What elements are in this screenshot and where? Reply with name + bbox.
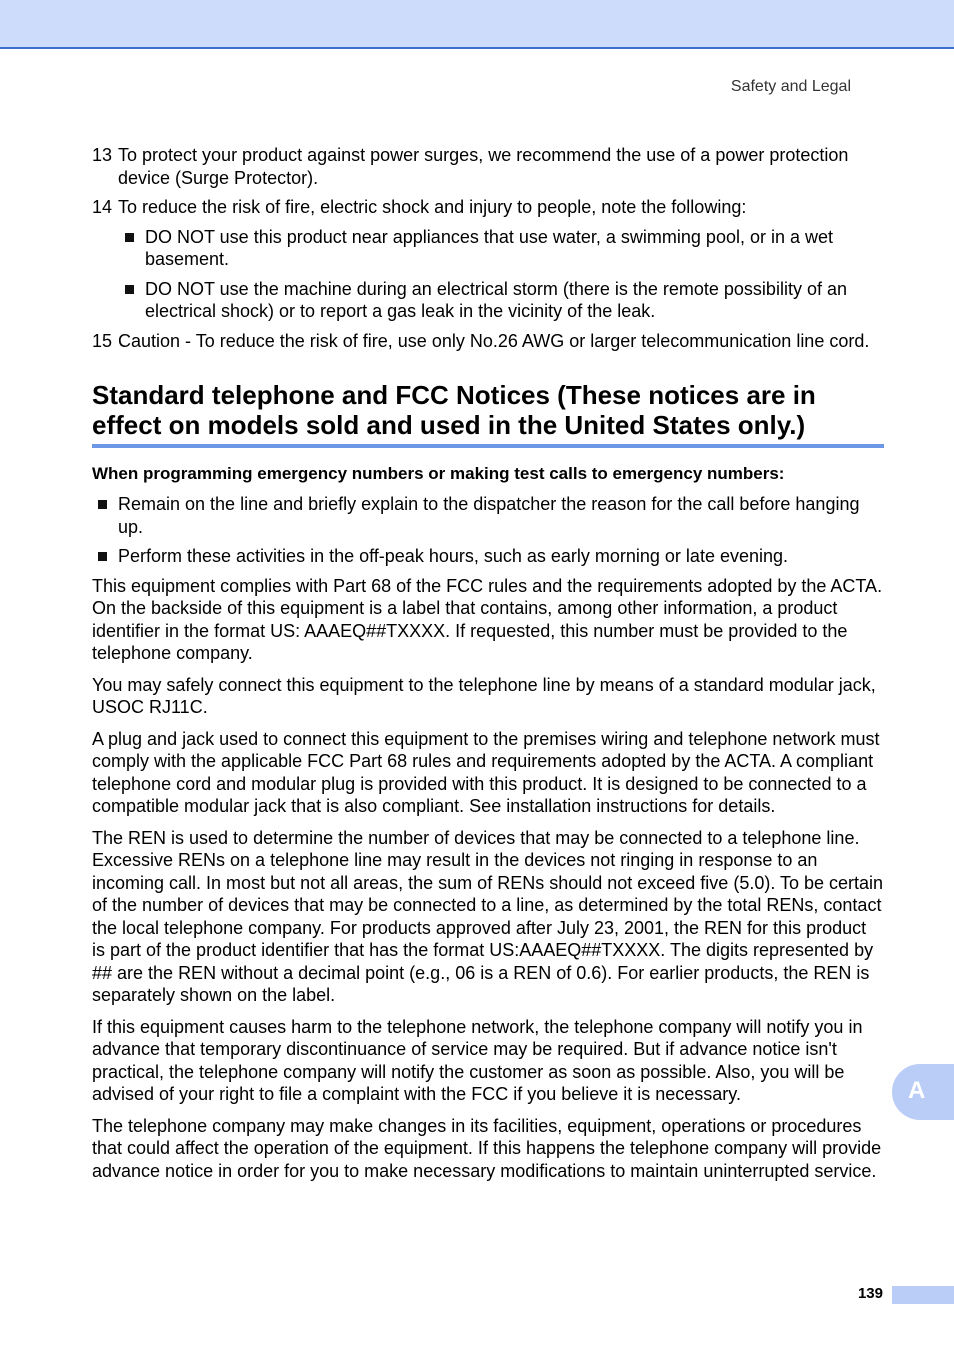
square-bullet-icon bbox=[125, 233, 134, 242]
numbered-item-13 bbox=[92, 144, 884, 189]
section-heading: Standard telephone and FCC Notices (These notices are in effect on models sold and used in the United States only.) bbox=[92, 380, 816, 440]
running-title: Safety and Legal bbox=[730, 78, 851, 95]
item-text: To protect your product against power surges, we recommend the use of a power protection device (Surge Protector). bbox=[118, 145, 849, 188]
paragraph: A plug and jack used to connect this equipment to the premises wiring and telephone network must comply with the applicable FCC Part 68 rules and requirements adopted by the ACTA. A compliant telephone cord and modular plug is provided with this product. It is designed to be connected to a compatible modular jack that is also compliant. See installation instructions for details. bbox=[92, 728, 880, 816]
subheading: When programming emergency numbers or making test calls to emergency numbers: bbox=[92, 464, 785, 483]
list-item: Perform these activities in the off-peak hours, such as early morning or late evening. bbox=[98, 545, 884, 568]
footer-band bbox=[892, 1286, 954, 1304]
item-14-bullets bbox=[125, 226, 884, 323]
appendix-tab-letter: A bbox=[908, 1077, 926, 1104]
paragraph: You may safely connect this equipment to the telephone line by means of a standard modular jack, USOC RJ11C. bbox=[92, 674, 876, 717]
page-number: 139 bbox=[857, 1285, 883, 1302]
list-item: Remain on the line and briefly explain to the dispatcher the reason for the call before hanging up. bbox=[98, 493, 884, 538]
item-number: 14 bbox=[92, 197, 113, 217]
numbered-item-14 bbox=[92, 196, 884, 219]
square-bullet-icon bbox=[125, 285, 134, 294]
square-bullet-icon bbox=[98, 552, 107, 561]
page-content bbox=[92, 144, 884, 1191]
emergency-bullets bbox=[98, 493, 884, 568]
item-text: To reduce the risk of fire, electric shock and injury to people, note the following: bbox=[118, 197, 747, 217]
list-item: DO NOT use the machine during an electrical storm (there is the remote possibility of an electrical shock) or to report a gas leak in the vicinity of the leak. bbox=[125, 278, 884, 323]
list-item: DO NOT use this product near appliances that use water, a swimming pool, or in a wet basement. bbox=[125, 226, 884, 271]
item-number: 15 bbox=[92, 330, 113, 351]
paragraph: This equipment complies with Part 68 of the FCC rules and the requirements adopted by the ACTA. On the backside of this equipment is a label that contains, among other information, a product identifier in the format US: AAAEQ##TXXXX. If requested, this number must be provided to the telephone company. bbox=[92, 575, 883, 663]
header-band bbox=[0, 0, 954, 49]
heading-rule bbox=[92, 444, 884, 448]
item-number: 13 bbox=[92, 145, 113, 165]
numbered-item-15 bbox=[92, 330, 884, 353]
paragraph: The telephone company may make changes in its facilities, equipment, operations or procedures that could affect the operation of the equipment. If this happens the telephone company will provide advance notice in order for you to make necessary modifications to maintain uninterrupted service. bbox=[92, 1115, 882, 1181]
square-bullet-icon bbox=[98, 500, 107, 509]
paragraph: If this equipment causes harm to the telephone network, the telephone company will notify you in advance that temporary discontinuance of service may be required. But if advance notice isn't practical, the telephone company will notify the customer as soon as possible. Also, you will be advised of your right to file a complaint with the FCC if you believe it is necessary. bbox=[92, 1016, 863, 1104]
item-text: Caution - To reduce the risk of fire, use only No.26 AWG or larger telecommunication line cord. bbox=[118, 330, 870, 351]
appendix-tab bbox=[892, 1064, 954, 1120]
paragraph: The REN is used to determine the number of devices that may be connected to a telephone line. Excessive RENs on a telephone line may result in the devices not ringing in response to an incoming call. In most but not all areas, the sum of RENs should not exceed five (5.0). To be certain of the number of devices that may be connected to a line, as determined by the total RENs, contact the local telephone company. For products approved after July 23, 2001, the REN for this product is part of the product identifier that has the format US:AAAEQ##TXXXX. The digits represented by ## are the REN without a decimal point (e.g., 06 is a REN of 0.6). For earlier products, the REN is separately shown on the label. bbox=[92, 827, 884, 1005]
